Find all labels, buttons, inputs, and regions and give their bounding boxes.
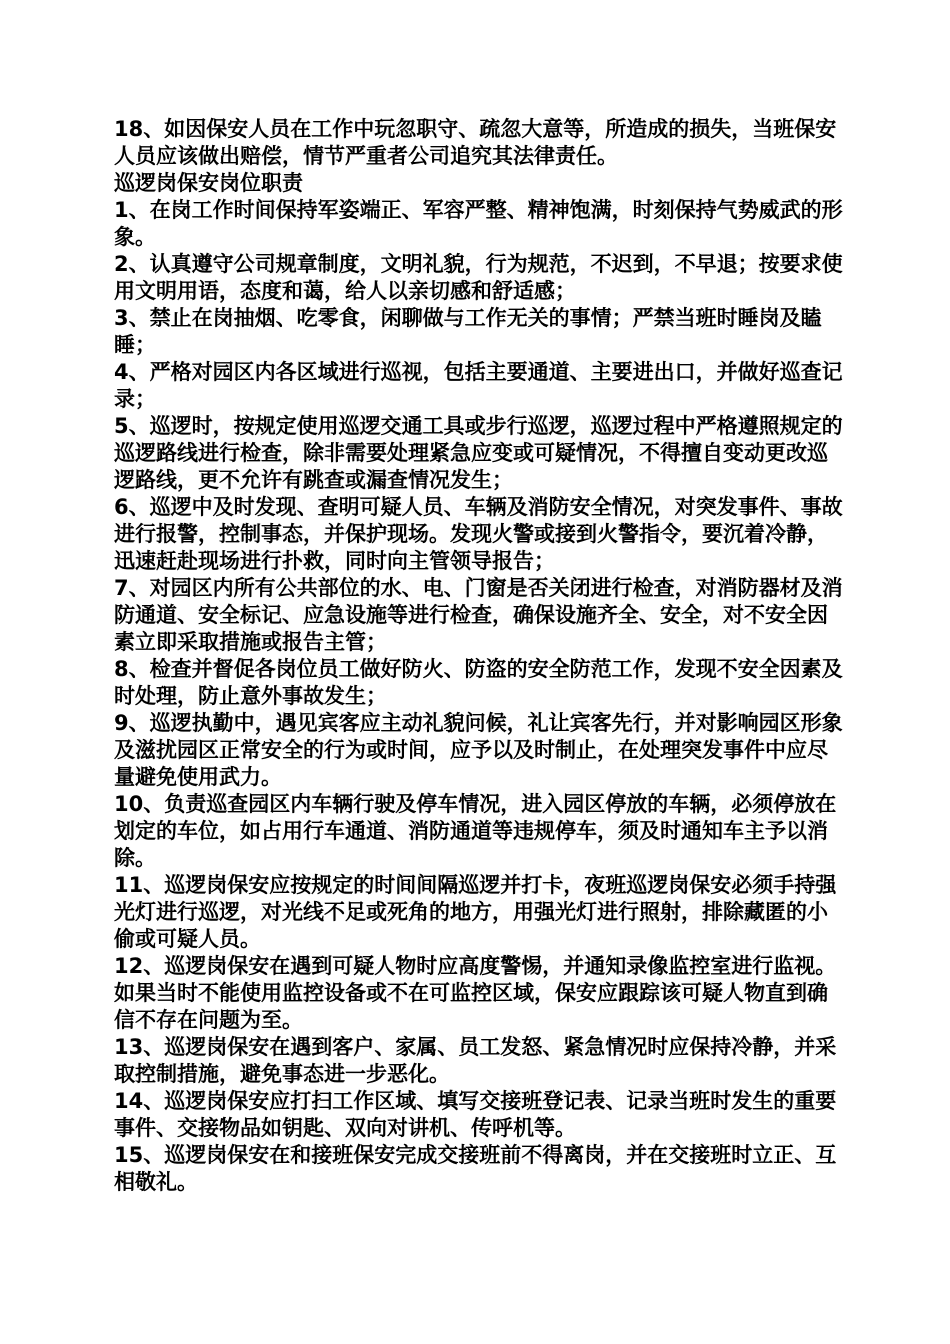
duty-item-9: 9、巡逻执勤中，遇见宾客应主动礼貌问候，礼让宾客先行，并对影响园区形象及滋扰园区正常安全的行为或时间，应予以及时制止，在处理突发事件中应尽量避免使用武力。 xyxy=(114,711,843,789)
paragraph-18-liability: 18、如因保安人员在工作中玩忽职守、疏忽大意等，所造成的损失，当班保安人员应该做出赔偿，情节严重者公司追究其法律责任。 xyxy=(114,117,837,168)
section-heading: 巡逻岗保安岗位职责 xyxy=(114,171,303,195)
duty-item-3: 3、禁止在岗抽烟、吃零食，闲聊做与工作无关的事情；严禁当班时睡岗及瞌睡； xyxy=(114,306,822,357)
duty-item-12: 12、巡逻岗保安在遇到可疑人物时应高度警惕，并通知录像监控室进行监视。如果当时不能使用监控设备或不在可监控区域，保安应跟踪该可疑人物直到确信不存在问题为至。 xyxy=(114,954,837,1032)
duty-item-10: 10、负责巡查园区内车辆行驶及停车情况，进入园区停放的车辆，必须停放在划定的车位，如占用行车通道、消防通道等违规停车，须及时通知车主予以消除。 xyxy=(114,792,837,870)
duty-item-11: 11、巡逻岗保安应按规定的时间间隔巡逻并打卡，夜班巡逻岗保安必须手持强光灯进行巡逻，对光线不足或死角的地方，用强光灯进行照射，排除藏匿的小偷或可疑人员。 xyxy=(114,873,837,951)
duty-item-2: 2、认真遵守公司规章制度，文明礼貌，行为规范，不迟到，不早退；按要求使用文明用语，态度和蔼，给人以亲切感和舒适感； xyxy=(114,252,843,303)
duty-item-6: 6、巡逻中及时发现、查明可疑人员、车辆及消防安全情况，对突发事件、事故进行报警，控制事态，并保护现场。发现火警或接到火警指令，要沉着冷静，迅速赶赴现场进行扑救，同时向主管领导报告； xyxy=(114,495,843,573)
document-body xyxy=(114,116,844,1196)
duty-item-4: 4、严格对园区内各区域进行巡视，包括主要通道、主要进出口，并做好巡查记录； xyxy=(114,360,843,411)
duty-item-1: 1、在岗工作时间保持军姿端正、军容严整、精神饱满，时刻保持气势威武的形象。 xyxy=(114,198,843,249)
duty-item-13: 13、巡逻岗保安在遇到客户、家属、员工发怒、紧急情况时应保持冷静，并采取控制措施，避免事态进一步恶化。 xyxy=(114,1035,837,1086)
duty-item-7: 7、对园区内所有公共部位的水、电、门窗是否关闭进行检查，对消防器材及消防通道、安全标记、应急设施等进行检查，确保设施齐全、安全，对不安全因素立即采取措施或报告主管； xyxy=(114,576,843,654)
duty-item-8: 8、检查并督促各岗位员工做好防火、防盗的安全防范工作，发现不安全因素及时处理，防止意外事故发生； xyxy=(114,657,843,708)
duty-item-15: 15、巡逻岗保安在和接班保安完成交接班前不得离岗，并在交接班时立正、互相敬礼。 xyxy=(114,1143,837,1194)
duty-item-5: 5、巡逻时，按规定使用巡逻交通工具或步行巡逻，巡逻过程中严格遵照规定的巡逻路线进行检查，除非需要处理紧急应变或可疑情况，不得擅自变动更改巡逻路线，更不允许有跳查或漏查情况发生； xyxy=(114,414,843,492)
duty-item-14: 14、巡逻岗保安应打扫工作区域、填写交接班登记表、记录当班时发生的重要事件、交接物品如钥匙、双向对讲机、传呼机等。 xyxy=(114,1089,837,1140)
